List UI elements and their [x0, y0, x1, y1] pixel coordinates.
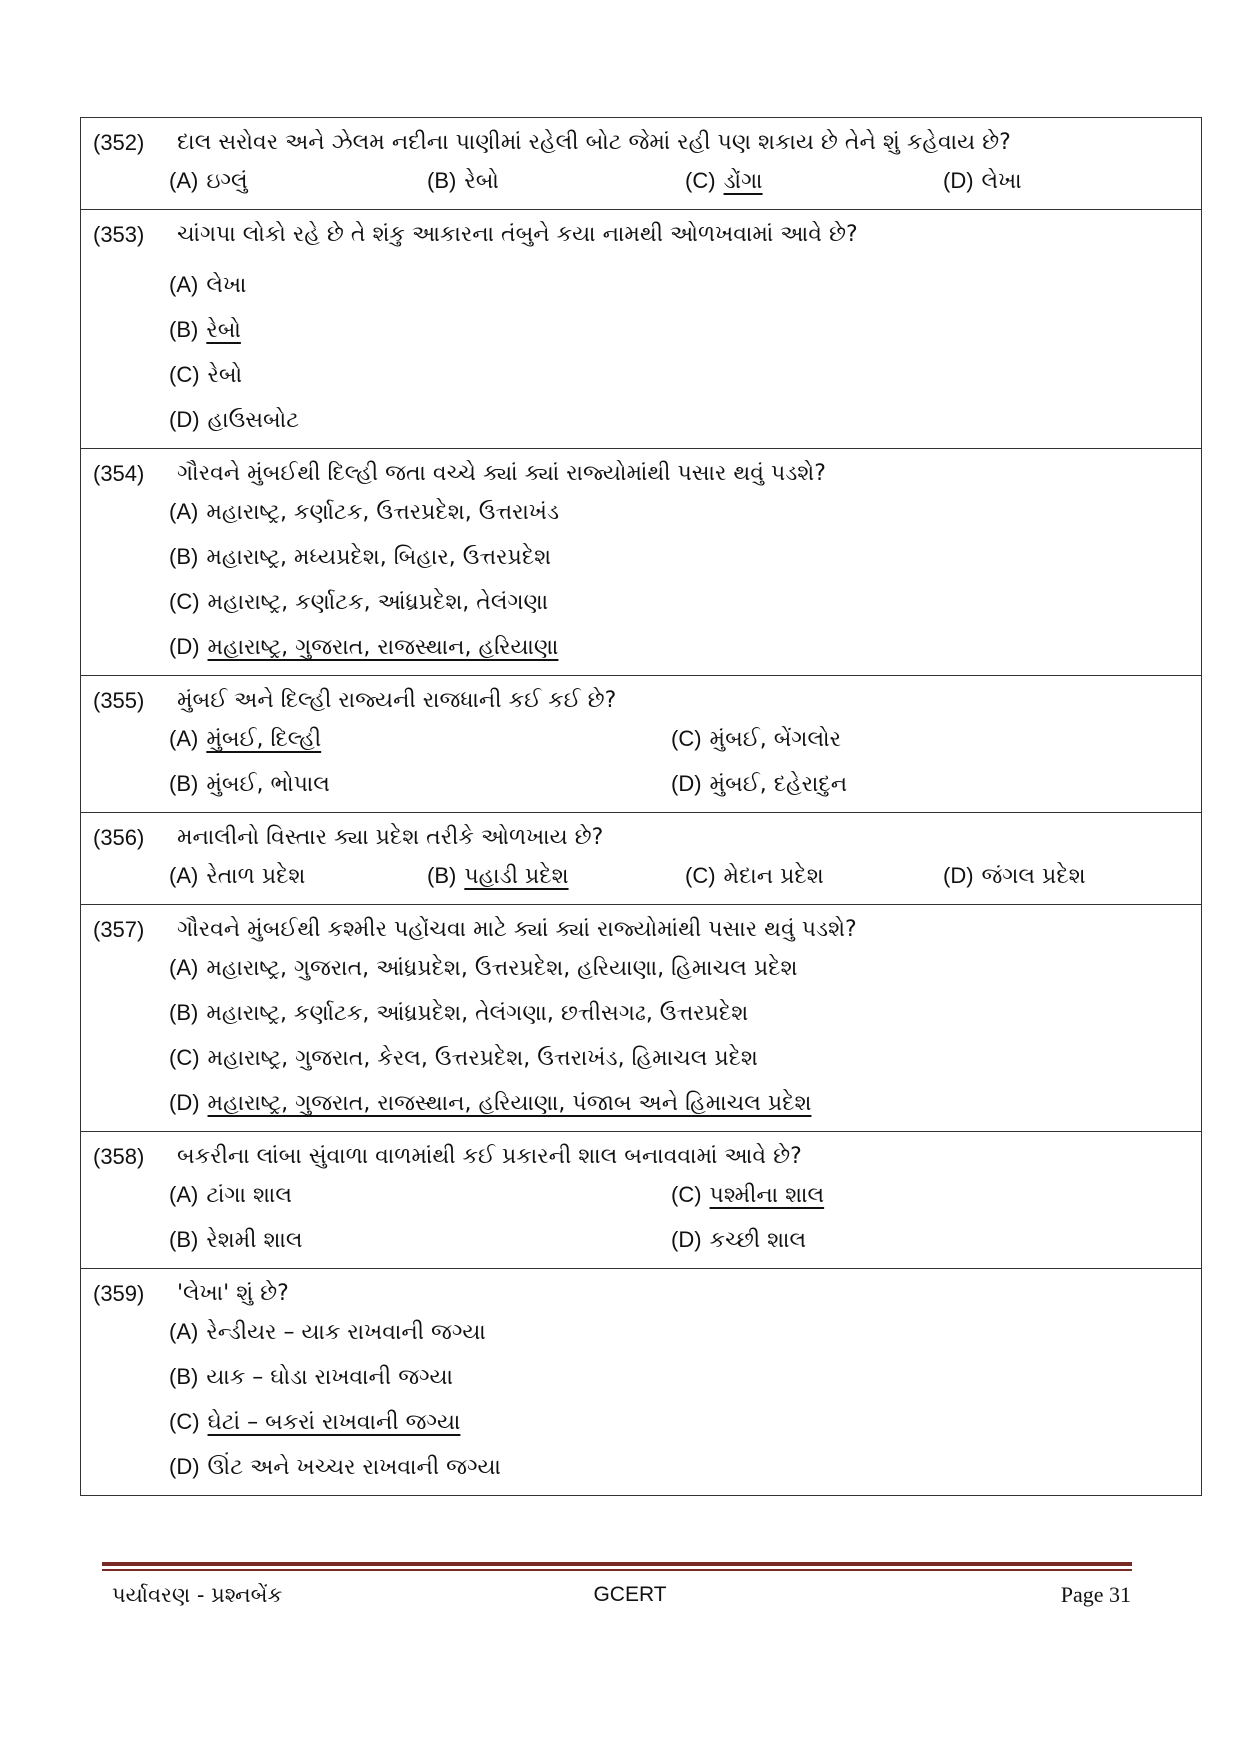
- question-text: દાલ સરોવર અને ઝેલમ નદીના પાણીમાં રહેલી બોટ જેમાં રહી પણ શકાય છે તેને શું કહેવાય છે?: [177, 130, 1011, 155]
- footer-publisher: GCERT: [593, 1583, 667, 1606]
- option-d: (D) ઊંટ અને ખચ્ચર રાખવાની જગ્યા: [169, 1454, 501, 1480]
- option-c: (C) મહારાષ્ટ્ર, કર્ણાટક, આંધ્રપ્રદેશ, તેલંગણા: [169, 589, 549, 615]
- option-b: (B) મહારાષ્ટ્ર, કર્ણાટક, આંધ્રપ્રદેશ, તેલંગણા, છત્તીસગઢ, ઉત્તરપ્રદેશ: [169, 1000, 749, 1026]
- options: [81, 1172, 1201, 1268]
- options: [81, 262, 1201, 448]
- option-a: (A) રેન્ડીયર – યાક રાખવાની જગ્યા: [169, 1319, 486, 1345]
- question-text: ગૌરવને મુંબઈથી દિલ્હી જતા વચ્ચે ક્યાં ક્યાં રાજ્યોમાંથી પસાર થવું પડશે?: [177, 461, 826, 486]
- question-text: બકરીના લાંબા સુંવાળા વાળમાંથી કઈ પ્રકારની શાલ બનાવવામાં આવે છે?: [177, 1144, 802, 1169]
- question-356: [81, 813, 1202, 905]
- options: [81, 853, 1201, 904]
- question-table: [80, 117, 1202, 1496]
- option-b: (B) રેશમી શાલ: [169, 1227, 303, 1253]
- question-number: (354): [93, 461, 145, 486]
- option-c: (C) મહારાષ્ટ્ર, ગુજરાત, કેરલ, ઉત્તરપ્રદેશ, ઉત્તરાખંડ, હિમાચલ પ્રદેશ: [169, 1045, 758, 1071]
- option-c: (C) રેબો: [169, 362, 243, 388]
- question-text: મનાલીનો વિસ્તાર ક્યા પ્રદેશ તરીકે ઓળખાય છે?: [177, 825, 604, 850]
- option-d: (D) જંગલ પ્રદેશ: [943, 863, 1086, 889]
- question-text: મુંબઈ અને દિલ્હી રાજ્યની રાજધાની કઈ કઈ છે?: [177, 688, 617, 713]
- option-b-answer: (B) પહાડી પ્રદેશ: [427, 863, 569, 889]
- option-a: (A) લેખા: [169, 272, 247, 298]
- option-b: (B) યાક – ઘોડા રાખવાની જગ્યા: [169, 1364, 453, 1390]
- option-c: (C) મેદાન પ્રદેશ: [685, 863, 824, 889]
- option-d-answer: (D) મહારાષ્ટ્ર, ગુજરાત, રાજસ્થાન, હરિયાણા: [169, 634, 559, 660]
- question-352: [81, 118, 1202, 210]
- option-a-answer: (A) મુંબઈ, દિલ્હી: [169, 726, 322, 752]
- question-text: ચાંગપા લોકો રહે છે તે શંકુ આકારના તંબુને કયા નામથી ઓળખવામાં આવે છે?: [177, 222, 858, 247]
- question-number: (356): [93, 825, 145, 850]
- question-text: 'લેખા' શું છે?: [177, 1281, 289, 1306]
- option-a: (A) રેતાળ પ્રદેશ: [169, 863, 306, 889]
- option-d-answer: (D) મહારાષ્ટ્ર, ગુજરાત, રાજસ્થાન, હરિયાણા, પંજાબ અને હિમાચલ પ્રદેશ: [169, 1090, 812, 1116]
- option-b: (B) મુંબઈ, ભોપાલ: [169, 771, 330, 797]
- footer-rule: [102, 1562, 1132, 1566]
- question-text: ગૌરવને મુંબઈથી કશ્મીર પહોંચવા માટે ક્યાં ક્યાં રાજ્યોમાંથી પસાર થવું પડશે?: [177, 917, 857, 942]
- question-353: [81, 210, 1202, 449]
- option-b: (B) રેબો: [427, 168, 499, 194]
- footer-rule-thin: [102, 1569, 1132, 1571]
- option-d: (D) લેખા: [943, 168, 1022, 194]
- question-358: [81, 1132, 1202, 1269]
- option-d: (D) મુંબઈ, દહેરાદુન: [671, 771, 848, 797]
- option-a: (A) ટાંગા શાલ: [169, 1182, 292, 1208]
- question-359: [81, 1269, 1202, 1496]
- option-b: (B) મહારાષ્ટ્ર, મધ્યપ્રદેશ, બિહાર, ઉત્તરપ્રદેશ: [169, 544, 552, 570]
- page-number: Page 31: [1060, 1582, 1131, 1607]
- option-a: (A) ઇગ્લું: [169, 168, 248, 194]
- question-number: (357): [93, 917, 145, 942]
- option-c: (C) મુંબઈ, બેંગલોર: [671, 726, 841, 752]
- option-c-answer: (C) પશ્મીના શાલ: [671, 1182, 825, 1208]
- options: [81, 716, 1201, 812]
- question-355: [81, 676, 1202, 813]
- question-number: (352): [93, 130, 145, 155]
- options: [81, 158, 1201, 209]
- options: [81, 1309, 1201, 1495]
- footer-subject: પર્યાવરણ - પ્રશ્નબેંક: [112, 1583, 283, 1607]
- options: [81, 945, 1201, 1131]
- question-number: (358): [93, 1144, 145, 1169]
- options: [81, 489, 1201, 675]
- option-c-answer: (C) ઘેટાં – બકરાં રાખવાની જગ્યા: [169, 1409, 461, 1435]
- option-c-answer: (C) ડોંગા: [685, 168, 763, 194]
- question-357: [81, 905, 1202, 1132]
- question-number: (353): [93, 222, 145, 247]
- option-a: (A) મહારાષ્ટ્ર, કર્ણાટક, ઉત્તરપ્રદેશ, ઉત્તરાખંડ: [169, 499, 560, 525]
- option-b-answer: (B) રેબો: [169, 317, 241, 343]
- option-d: (D) કચ્છી શાલ: [671, 1227, 807, 1253]
- question-354: [81, 449, 1202, 676]
- option-d: (D) હાઉસબોટ: [169, 407, 300, 433]
- question-number: (355): [93, 688, 145, 713]
- option-a: (A) મહારાષ્ટ્ર, ગુજરાત, આંધ્રપ્રદેશ, ઉત્તરપ્રદેશ, હરિયાણા, હિમાચલ પ્રદેશ: [169, 955, 798, 981]
- question-number: (359): [93, 1281, 145, 1306]
